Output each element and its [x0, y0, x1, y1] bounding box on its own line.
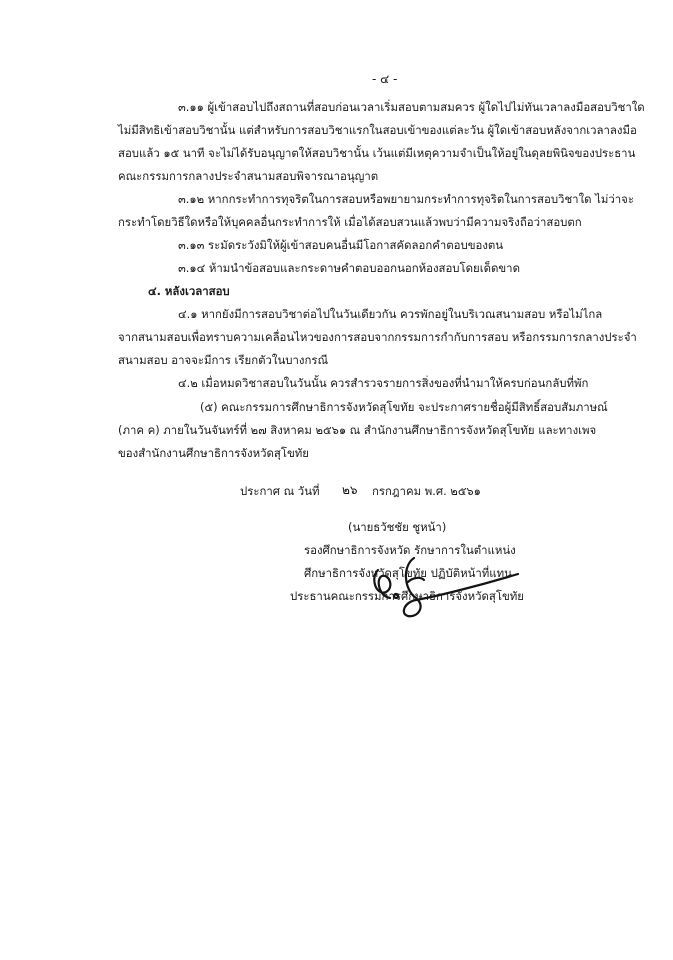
para-4-1-line-1: ๔.๑ หากยังมีการสอบวิชาต่อไปในวันเดียวกัน ควรพักอยู่ในบริเวณสนามสอบ หรือไม่ไกล — [178, 307, 603, 321]
para-3-12-line-2: กระทำโดยวิธีใดหรือให้บุคคลอื่นกระทำการให้ เมื่อได้สอบสวนแล้วพบว่ามีความจริงถือว่าสอบตก — [118, 215, 582, 229]
para-4-1-line-2: จากสนามสอบเพื่อทราบความเคลื่อนไหวของการสอบจากกรรมการกำกับการสอบ หรือกรรมการกลางประจำ — [118, 330, 637, 344]
announce-month-year: กรกฎาคม พ.ศ. ๒๕๖๑ — [372, 484, 481, 498]
para-5-line-3: ของสำนักงานศึกษาธิการจังหวัดสุโขทัย — [118, 446, 309, 460]
signature-scribble — [368, 552, 528, 622]
signer-title-2: ศึกษาธิการจังหวัดสุโขทัย ปฏิบัติหน้าที่แทน — [304, 566, 512, 580]
para-3-11-line-2: ไม่มีสิทธิเข้าสอบวิชานั้น แต่สำหรับการสอบวิชาแรกในสอบเข้าของแต่ละวัน ผู้ใดเข้าสอบหลังจากเวลาลงมือ — [118, 123, 637, 137]
para-5-line-1: (๕) คณะกรรมการศึกษาธิการจังหวัดสุโขทัย จะประกาศรายชื่อผู้มีสิทธิ์สอบสัมภาษณ์ — [200, 400, 608, 414]
para-3-11-line-4: คณะกรรมการกลางประจำสนามสอบพิจารณาอนุญาต — [118, 169, 379, 183]
announce-day-handwritten: ๒๖ — [342, 483, 358, 497]
page-number: - ๔ - — [372, 72, 398, 86]
signer-title-1: รองศึกษาธิการจังหวัด รักษาการในตำแหน่ง — [304, 543, 516, 557]
section-4-heading: ๔. หลังเวลาสอบ — [148, 284, 230, 298]
para-3-11-line-3: สอบแล้ว ๑๕ นาที จะไม่ได้รับอนุญาตให้สอบวิชานั้น เว้นแต่มีเหตุความจำเป็นให้อยู่ในดุลยพินิจของประธาน — [118, 146, 636, 160]
para-3-11-line-1: ๓.๑๑ ผู้เข้าสอบไปถึงสถานที่สอบก่อนเวลาเริ่มสอบตามสมควร ผู้ใดไปไม่ทันเวลาลงมือสอบวิชาใด — [178, 100, 645, 114]
para-3-13: ๓.๑๓ ระมัดระวังมิให้ผู้เข้าสอบคนอื่นมีโอกาสคัดลอกคำตอบของตน — [178, 238, 504, 252]
para-3-12-line-1: ๓.๑๒ หากกระทำการทุจริตในการสอบหรือพยายามกระทำการทุจริตในการสอบวิชาใด ไม่ว่าจะ — [178, 192, 634, 206]
signer-name: (นายธวัชชัย ชูหน้า) — [348, 520, 447, 534]
announce-prefix: ประกาศ ณ วันที่ — [240, 484, 320, 498]
signer-title-3: ประธานคณะกรรมการศึกษาธิการจังหวัดสุโขทัย — [290, 589, 524, 603]
para-4-2: ๔.๒ เมื่อหมดวิชาสอบในวันนั้น ควรสำรวจรายการสิ่งของที่นำมาให้ครบก่อนกลับที่พัก — [178, 376, 589, 390]
para-4-1-line-3: สนามสอบ อาจจะมีการ เรียกตัวในบางกรณี — [118, 353, 329, 367]
para-3-14: ๓.๑๔ ห้ามนำข้อสอบและกระดาษคำตอบออกนอกห้องสอบโดยเด็ดขาด — [178, 261, 520, 275]
para-5-line-2: (ภาค ค) ภายในวันจันทร์ที่ ๒๗ สิงหาคม ๒๕๖๑ ณ สำนักงานศึกษาธิการจังหวัดสุโขทัย และทางเพจ — [118, 423, 597, 437]
